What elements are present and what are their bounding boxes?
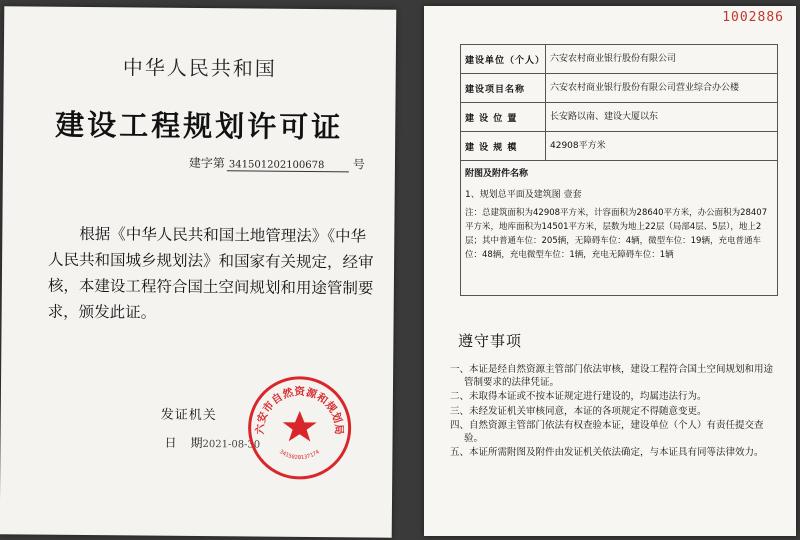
date-day-label: 日 <box>164 435 177 450</box>
row-value: 六安农村商业银行股份有限公司营业综合办公楼 <box>546 74 778 103</box>
star-icon <box>283 411 317 442</box>
list-item: 五、本证所需附图及附件由发证机关依法确定，与本证具有同等法律效力。 <box>450 447 764 458</box>
cert-number: 341501202100678 <box>227 159 349 172</box>
list-item: 三、未经发证机关审核同意，本证的各项规定不得随意变更。 <box>450 405 707 417</box>
row-label: 建设单位（个人） <box>461 45 546 74</box>
row-value: 六安农村商业银行股份有限公司 <box>546 45 778 74</box>
country-name: 中华人民共和国 <box>122 55 277 81</box>
table-row <box>461 74 778 103</box>
notice-list <box>450 364 776 462</box>
row-label: 建 设 规 模 <box>461 132 546 161</box>
attachments-title: 附图及附件名称 <box>465 169 529 179</box>
attachments-row <box>461 161 778 296</box>
serial-number: 1002886 <box>722 10 784 25</box>
row-label: 建 设 位 置 <box>461 103 546 132</box>
row-label: 建设项目名称 <box>461 74 546 103</box>
cert-prefix: 建字第 <box>188 155 226 171</box>
date-label: 期 <box>190 435 203 451</box>
right-page <box>424 6 796 536</box>
row-value: 长安路以南、建设大厦以东 <box>546 103 778 132</box>
issuer-label: 发证机关 <box>160 407 217 424</box>
certificate-body: 根据《中华人民共和国土地管理法》《中华人民共和国城乡规划法》和国家有关规定，经审核，本建设工程符合国土空间规划和用途管制要求，颁发此证。 <box>47 224 374 322</box>
row-value: 42908平方米 <box>546 132 778 161</box>
list-item: 二、未取得本证或不按本证规定进行建设的，均属违法行为。 <box>450 391 707 402</box>
seal-code: 3415020137174 <box>278 449 321 462</box>
list-item: 四、自然资源主管部门依法有权查验本证，建设单位（个人）有责任提交查验。 <box>450 420 764 444</box>
attachment-note: 注：总建筑面积为42908平方米，计容面积为28640平方米，办公面积为28407平方米，地库面积为14501平方米，层数为地上22层（局部4层、5层），地上2层；其中普通车位：205辆，无障碍车位：4辆，微型车位：19辆，充电普通车位：48辆，充电微型车位：1辆，充电无障碍车位：1辆 <box>465 208 768 260</box>
left-page <box>0 6 396 537</box>
certificate-number-row <box>189 154 365 173</box>
table-row <box>461 45 778 74</box>
attachments-cell <box>461 161 778 296</box>
cert-suffix: 号 <box>352 157 366 172</box>
list-item: 一、本证是经自然资源主管部门依法审核，建设工程符合国土空间规划和用途管制要求的法律凭证。 <box>450 364 774 388</box>
table-row <box>461 132 778 161</box>
project-info-table <box>460 44 778 296</box>
table-row <box>461 103 778 132</box>
notice-title: 遵守事项 <box>458 332 523 350</box>
official-seal <box>244 372 355 483</box>
seal-text: 六安市自然资源和规划局 <box>254 385 345 436</box>
attachment-item: 1、规划总平面及建筑图 壹套 <box>465 190 582 200</box>
issue-date: 2021-08-30 <box>202 439 261 451</box>
page-title: 建设工程规划许可证 <box>55 107 344 145</box>
